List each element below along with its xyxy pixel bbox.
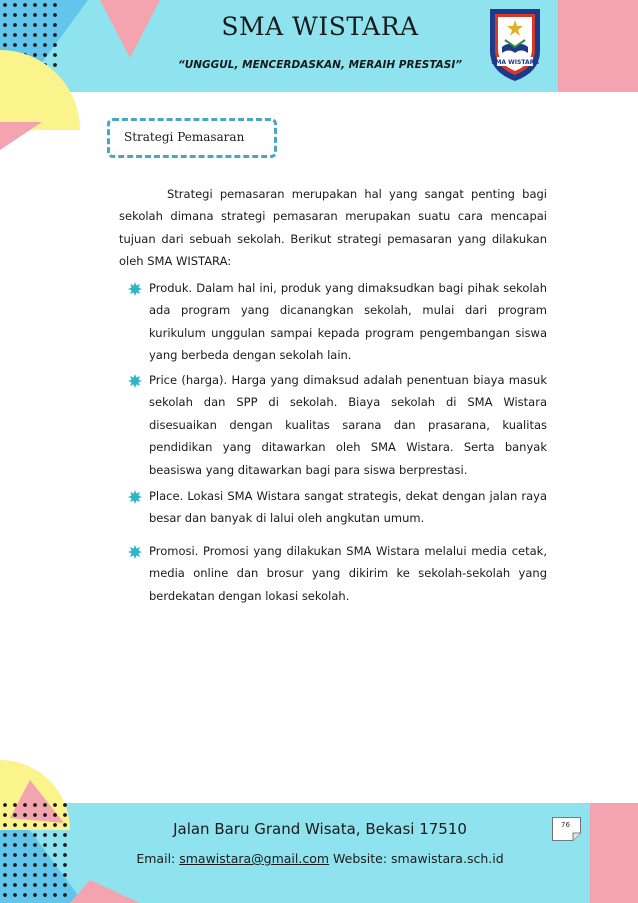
- starburst-bullet-icon: [128, 374, 142, 388]
- top-pink-lower-triangle: [0, 122, 42, 150]
- starburst-bullet-icon: [128, 545, 142, 559]
- starburst-bullet-icon: [128, 282, 142, 296]
- list-item-text: Promosi. Promosi yang dilakukan SMA Wistara melalui media cetak, media online dan brosur yang dikirim ke sekolah-sekolah yang berdekatan dengan lokasi sekolah.: [149, 544, 547, 603]
- footer-contact: [60, 851, 580, 866]
- school-motto: “UNGGUL, MENCERDASKAN, MERAIH PRESTASI”: [177, 59, 463, 71]
- top-right-pink-block: [558, 0, 638, 92]
- list-item-text: Price (harga). Harga yang dimaksud adalah penentuan biaya masuk sekolah dan SPP di sekolah. Biaya sekolah di SMA Wistara disesuaikan dengan kualitas sarana dan prasarana, kualitas pendidikan yang ditawarkan oleh SMA Wistara. Serta banyak beasiswa yang ditawarkan bagi para siswa berprestasi.: [149, 373, 547, 477]
- starburst-bullet-icon: [128, 490, 142, 504]
- website-label: Website:: [329, 851, 392, 866]
- footer-address: Jalan Baru Grand Wisata, Bekasi 17510: [173, 820, 467, 838]
- intro-paragraph: Strategi pemasaran merupakan hal yang sangat penting bagi sekolah dimana strategi pemasaran merupakan suatu cara mencapai tujuan dari sebuah sekolah. Berikut strategi pemasaran yang dilakukan oleh SMA WISTARA:: [119, 187, 547, 269]
- email-link[interactable]: smawistara@gmail.com: [179, 851, 330, 866]
- logo-caption: SMA WISTARA: [491, 59, 539, 66]
- list-item-text: Produk. Dalam hal ini, produk yang dimaksudkan bagi pihak sekolah ada program yang dicanangkan sekolah, mulai dari program kurikulum unggulan sampai kepada program pengembangan siswa yang berbeda dengan sekolah lain.: [149, 281, 547, 363]
- email-label: Email:: [136, 851, 180, 866]
- section-title-box: [107, 118, 277, 158]
- top-yellow-quarter-circle: [0, 50, 80, 130]
- list-item-text: Place. Lokasi SMA Wistara sangat strategis, dekat dengan jalan raya besar dan banyak di lalui oleh angkutan umum.: [149, 489, 547, 526]
- section-title: Strategi Pemasaran: [124, 130, 245, 144]
- school-logo: [485, 7, 545, 83]
- school-name: SMA WISTARA: [221, 12, 419, 41]
- bottom-right-pink-block: [590, 803, 638, 903]
- page-number: 76: [561, 821, 570, 829]
- bottom-pink-small-triangle: [70, 880, 140, 903]
- website-link[interactable]: smawistara.sch.id: [391, 851, 504, 866]
